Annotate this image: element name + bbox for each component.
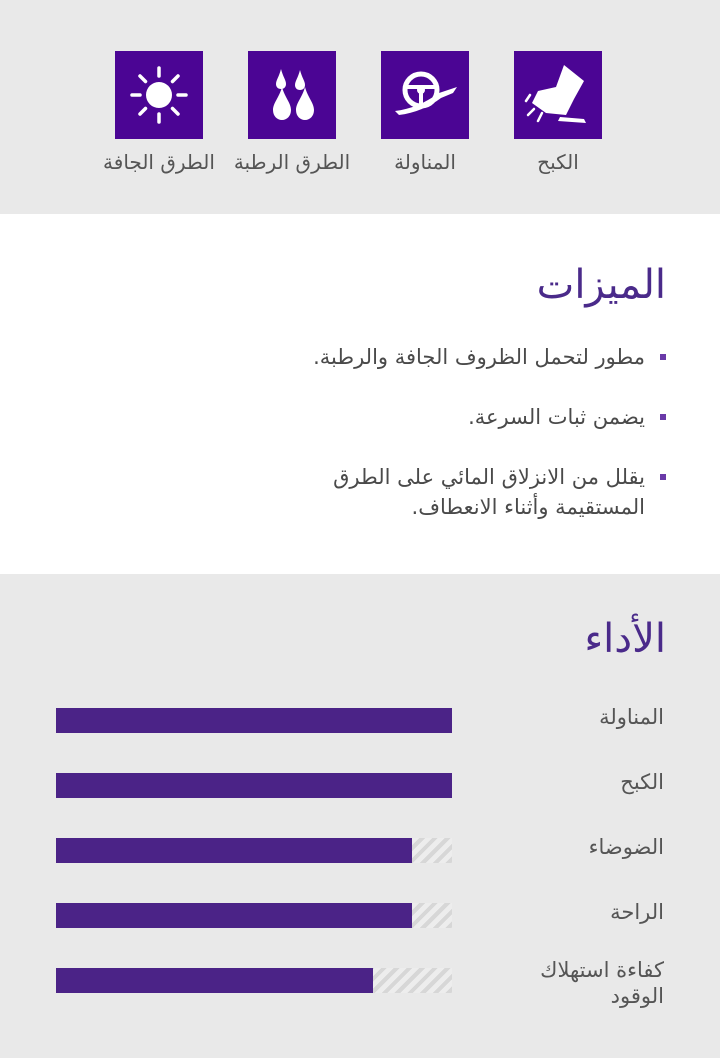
braking-tile [514, 51, 602, 139]
category-label-dry: الطرق الجافة [103, 150, 215, 174]
performance-row [0, 957, 720, 1017]
category-label-braking: الكبح [537, 150, 579, 174]
performance-label: الضوضاء [588, 835, 664, 859]
performance-row [0, 899, 720, 939]
feature-text: يقلل من الانزلاق المائي على الطرق المستقيمة وأثناء الانعطاف. [333, 465, 645, 519]
features-section [0, 214, 720, 574]
brake-pedal-icon [514, 51, 602, 139]
performance-label: كفاءة استهلاك الوقود [540, 958, 664, 1008]
performance-bar-track [56, 773, 452, 798]
feature-item [226, 342, 666, 372]
dry-roads-tile [115, 51, 203, 139]
performance-label: المناولة [599, 705, 664, 729]
performance-bar-track [56, 838, 452, 863]
sun-icon [115, 51, 203, 139]
performance-bar-fill [56, 773, 452, 798]
performance-bar-fill [56, 903, 412, 928]
bullet-icon [660, 354, 666, 360]
performance-title: الأداء [584, 616, 666, 662]
performance-row [0, 834, 720, 874]
performance-bar-track [56, 903, 452, 928]
steering-wheel-icon [381, 51, 469, 139]
performance-row [0, 769, 720, 809]
performance-label: الكبح [620, 770, 664, 794]
category-icons [0, 0, 720, 214]
bullet-icon [660, 414, 666, 420]
performance-label: الراحة [610, 900, 664, 924]
performance-section [0, 574, 720, 1058]
performance-bar-fill [56, 708, 452, 733]
feature-text: يضمن ثبات السرعة. [468, 405, 645, 429]
category-label-handling: المناولة [394, 150, 456, 174]
handling-tile [381, 51, 469, 139]
rain-drops-icon [248, 51, 336, 139]
bullet-icon [660, 474, 666, 480]
category-label-wet: الطرق الرطبة [233, 150, 351, 174]
performance-bar-track [56, 708, 452, 733]
performance-bar-track [56, 968, 452, 993]
feature-item [226, 402, 666, 432]
performance-bar-fill [56, 838, 412, 863]
features-title: الميزات [536, 262, 666, 308]
features-list [226, 342, 666, 552]
performance-row [0, 704, 720, 744]
performance-bar-fill [56, 968, 373, 993]
feature-text: مطور لتحمل الظروف الجافة والرطبة. [313, 345, 645, 369]
wet-roads-tile [248, 51, 336, 139]
feature-item [286, 462, 666, 522]
